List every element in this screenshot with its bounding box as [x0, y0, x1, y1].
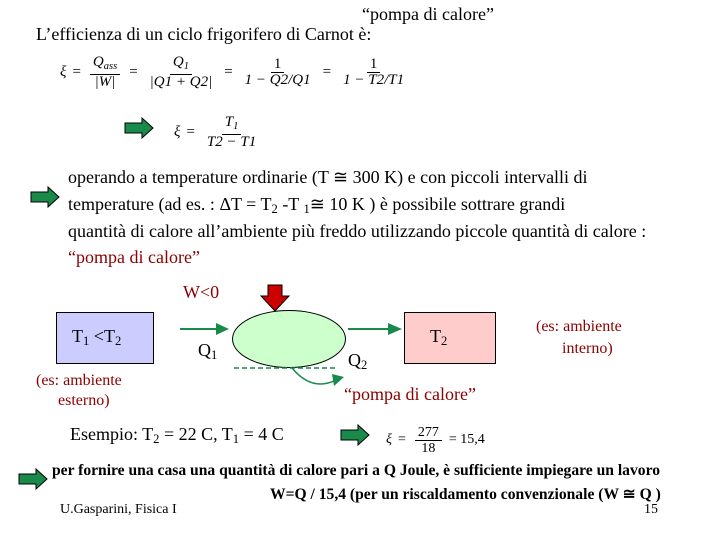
fraction-t1-over-delta-t: $\frac{T_1}{T2 - T1}$	[206, 113, 257, 150]
fraction-q1-over-sum: $\frac{Q_1}{|Q1 + Q2|}$	[149, 53, 213, 90]
heat-pump-engine	[232, 310, 346, 368]
example-formula: ξ = $\frac{277}{18}$ = 15,4	[386, 424, 485, 456]
cold-reservoir-desc-2: esterno)	[58, 392, 110, 409]
work-label: W<0	[183, 282, 220, 302]
conclusion-line-1: per fornire una casa una quantità di calore pari a Q Joule, è sufficiente impiegare un lavoro	[52, 462, 661, 479]
equals-sign: =	[72, 63, 81, 80]
hot-reservoir-box	[404, 312, 496, 364]
author-footer: U.Gasparini, Fisica I	[60, 502, 177, 517]
paragraph-line-4: “pompa di calore”	[68, 247, 200, 267]
slide-title: L’efficienza di un ciclo frigorifero di Carnot è:	[36, 24, 372, 44]
dashed-connector	[232, 364, 362, 404]
conclusion-line-2: W=Q / 15,4 (per un riscaldamento convenzionale (W ≅ Q )	[270, 486, 661, 503]
carnot-efficiency-formula: ξ = $\frac{Q_{ass}}{|W|}$ = $\frac{Q_1}{|Q1 + Q2|}$ = $\frac{1}{1 - Q2/Q1}$ = $\frac{1}{1 - T2/T1}$	[60, 50, 410, 94]
q1-label: $Q_1$	[198, 340, 218, 362]
right-arrow-icon-2	[30, 186, 60, 208]
work-input-arrow-icon	[260, 284, 290, 312]
example-label: Esempio: $T_2 = 22$ C, $T_1 = 4$ C	[70, 424, 284, 446]
xi-symbol-2: ξ	[174, 123, 181, 140]
q1-flow-arrow-icon	[180, 322, 230, 336]
bottom-quote: “pompa di calore”	[344, 384, 476, 404]
fraction-qass-over-w: $\frac{Q_{ass}}{|W|}$	[90, 55, 120, 90]
cold-reservoir-desc-1: (es: ambiente	[36, 372, 122, 389]
simplified-efficiency-formula: ξ = $\frac{T_1}{T2 - T1}$	[174, 110, 262, 154]
q2-label: $Q_2$	[348, 350, 368, 372]
example-arrow-icon	[340, 424, 370, 446]
fraction-277-over-18: $\frac{277}{18}$	[415, 425, 442, 456]
fraction-one-over-q-ratio: $\frac{1}{1 - Q2/Q1}$	[244, 55, 311, 88]
fraction-one-over-t-ratio: $\frac{1}{1 - T2/T1}$	[343, 55, 405, 88]
top-quote: “pompa di calore”	[362, 4, 494, 24]
right-arrow-icon	[124, 117, 154, 139]
final-arrow-icon	[18, 468, 48, 490]
q2-flow-arrow-icon	[348, 322, 403, 336]
hot-reservoir-label: $T_2$	[430, 326, 448, 348]
delta-symbol: Δ	[219, 194, 232, 214]
page-number: 15	[644, 502, 658, 517]
paragraph-line-3: quantità di calore all’ambiente più freddo utilizzando piccole quantità di calore :	[68, 221, 647, 241]
paragraph-line-1: operando a temperature ordinarie (T ≅ 300 K) e con piccoli intervalli di	[68, 167, 588, 187]
hot-reservoir-desc-2: interno)	[562, 340, 613, 357]
hot-reservoir-desc-1: (es: ambiente	[536, 318, 622, 335]
paragraph-line-2: temperature (ad es. : $\Delta T = T_2$ -T $_1$≅ 10 K ) è possibile sottrare grandi	[68, 194, 566, 216]
cold-reservoir-label: $T_1 <T_2$	[72, 326, 122, 348]
xi-symbol: ξ	[60, 63, 67, 80]
